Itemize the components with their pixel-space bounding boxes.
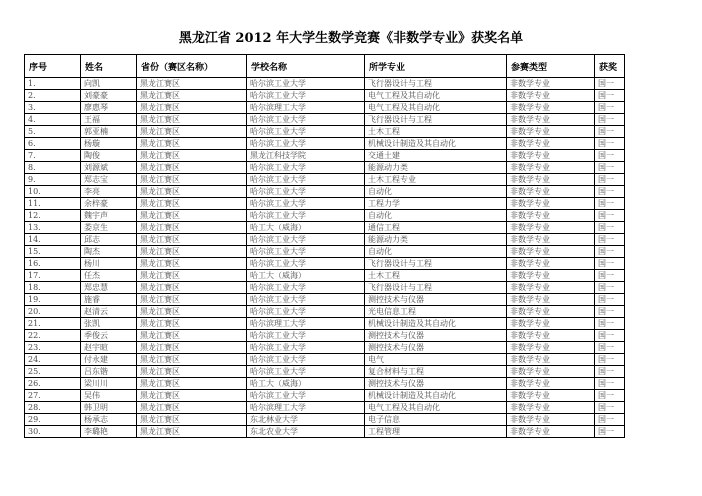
cell-region: 黑龙江赛区: [137, 222, 247, 234]
cell-type: 非数学专业: [507, 378, 595, 390]
cell-award: 国一: [595, 258, 625, 270]
cell-region: 黑龙江赛区: [137, 378, 247, 390]
table-row: [25, 282, 625, 294]
cell-region: 黑龙江赛区: [137, 210, 247, 222]
cell-school: 黑龙江科技学院: [247, 150, 365, 162]
cell-school: 哈尔滨工业大学: [247, 126, 365, 138]
cell-region: 黑龙江赛区: [137, 162, 247, 174]
cell-type: 非数学专业: [507, 342, 595, 354]
cell-type: 非数学专业: [507, 198, 595, 210]
cell-name: 杨承志: [81, 414, 137, 426]
cell-award: 国一: [595, 186, 625, 198]
cell-serial: 26.: [25, 378, 81, 390]
cell-type: 非数学专业: [507, 282, 595, 294]
cell-name: 魏宇声: [81, 210, 137, 222]
table-row: [25, 342, 625, 354]
cell-major: 土木工程: [365, 270, 507, 282]
table-row: [25, 246, 625, 258]
cell-award: 国一: [595, 210, 625, 222]
cell-type: 非数学专业: [507, 126, 595, 138]
cell-serial: 10.: [25, 186, 81, 198]
cell-region: 黑龙江赛区: [137, 306, 247, 318]
cell-type: 非数学专业: [507, 390, 595, 402]
cell-major: 测控技术与仪器: [365, 342, 507, 354]
cell-major: 自动化: [365, 210, 507, 222]
cell-major: 电子信息: [365, 414, 507, 426]
cell-award: 国一: [595, 402, 625, 414]
cell-name: 张凯: [81, 318, 137, 330]
table-row: [25, 126, 625, 138]
cell-major: 电气: [365, 354, 507, 366]
cell-school: 哈尔滨工业大学: [247, 330, 365, 342]
cell-major: 通信工程: [365, 222, 507, 234]
cell-serial: 25.: [25, 366, 81, 378]
cell-name: 陶俊: [81, 150, 137, 162]
cell-type: 非数学专业: [507, 294, 595, 306]
cell-school: 东北林业大学: [247, 414, 365, 426]
cell-serial: 6.: [25, 138, 81, 150]
cell-school: 哈尔滨工业大学: [247, 174, 365, 186]
cell-region: 黑龙江赛区: [137, 78, 247, 90]
table-header-row: [25, 55, 625, 78]
cell-school: 哈尔滨工业大学: [247, 210, 365, 222]
cell-award: 国一: [595, 282, 625, 294]
cell-serial: 16.: [25, 258, 81, 270]
cell-serial: 14.: [25, 234, 81, 246]
cell-award: 国一: [595, 126, 625, 138]
cell-award: 国一: [595, 150, 625, 162]
cell-type: 非数学专业: [507, 306, 595, 318]
cell-major: 飞行器设计与工程: [365, 78, 507, 90]
cell-name: 赵宇暄: [81, 342, 137, 354]
cell-name: 向凯: [81, 78, 137, 90]
header-school: 学校名称: [247, 55, 365, 78]
cell-school: 东北农业大学: [247, 426, 365, 438]
cell-major: 电气工程及其自动化: [365, 402, 507, 414]
cell-serial: 8.: [25, 162, 81, 174]
cell-major: 光电信息工程: [365, 306, 507, 318]
cell-name: 季俊云: [81, 330, 137, 342]
cell-name: 陶杰: [81, 246, 137, 258]
table-row: [25, 318, 625, 330]
cell-award: 国一: [595, 102, 625, 114]
cell-serial: 2.: [25, 90, 81, 102]
cell-award: 国一: [595, 174, 625, 186]
cell-school: 哈尔滨工业大学: [247, 186, 365, 198]
cell-school: 哈尔滨工业大学: [247, 234, 365, 246]
cell-school: 哈尔滨工业大学: [247, 294, 365, 306]
cell-name: 付永建: [81, 354, 137, 366]
table-row: [25, 186, 625, 198]
cell-type: 非数学专业: [507, 270, 595, 282]
cell-award: 国一: [595, 426, 625, 438]
cell-region: 黑龙江赛区: [137, 354, 247, 366]
table-row: [25, 234, 625, 246]
cell-type: 非数学专业: [507, 234, 595, 246]
cell-region: 黑龙江赛区: [137, 198, 247, 210]
cell-serial: 1.: [25, 78, 81, 90]
cell-serial: 22.: [25, 330, 81, 342]
table-row: [25, 150, 625, 162]
cell-region: 黑龙江赛区: [137, 282, 247, 294]
table-row: [25, 270, 625, 282]
cell-type: 非数学专业: [507, 426, 595, 438]
cell-major: 测控技术与仪器: [365, 330, 507, 342]
cell-region: 黑龙江赛区: [137, 390, 247, 402]
cell-award: 国一: [595, 222, 625, 234]
cell-school: 哈尔滨工业大学: [247, 90, 365, 102]
cell-school: 哈尔滨工业大学: [247, 138, 365, 150]
cell-serial: 7.: [25, 150, 81, 162]
cell-name: 刘豪豪: [81, 90, 137, 102]
cell-school: 哈尔滨理工大学: [247, 102, 365, 114]
cell-region: 黑龙江赛区: [137, 138, 247, 150]
cell-school: 哈工大（威海）: [247, 222, 365, 234]
table-row: [25, 138, 625, 150]
cell-school: 哈工大（威海）: [247, 270, 365, 282]
cell-major: 机械设计制造及其自动化: [365, 390, 507, 402]
cell-award: 国一: [595, 234, 625, 246]
header-name: 姓名: [81, 55, 137, 78]
cell-major: 工程管理: [365, 426, 507, 438]
cell-type: 非数学专业: [507, 246, 595, 258]
cell-school: 哈尔滨工业大学: [247, 246, 365, 258]
cell-major: 机械设计制造及其自动化: [365, 318, 507, 330]
table-row: [25, 378, 625, 390]
cell-major: 工程力学: [365, 198, 507, 210]
cell-name: 施睿: [81, 294, 137, 306]
cell-major: 交通土建: [365, 150, 507, 162]
cell-award: 国一: [595, 138, 625, 150]
table-row: [25, 258, 625, 270]
cell-region: 黑龙江赛区: [137, 90, 247, 102]
cell-region: 黑龙江赛区: [137, 234, 247, 246]
table-row: [25, 402, 625, 414]
cell-serial: 12.: [25, 210, 81, 222]
cell-major: 自动化: [365, 246, 507, 258]
cell-type: 非数学专业: [507, 318, 595, 330]
cell-type: 非数学专业: [507, 114, 595, 126]
cell-name: 杨璇: [81, 138, 137, 150]
cell-name: 郑志宝: [81, 174, 137, 186]
table-row: [25, 198, 625, 210]
cell-name: 李璐艳: [81, 426, 137, 438]
header-award: 获奖: [595, 55, 625, 78]
cell-serial: 23.: [25, 342, 81, 354]
cell-award: 国一: [595, 390, 625, 402]
table-row: [25, 354, 625, 366]
cell-type: 非数学专业: [507, 414, 595, 426]
table-row: [25, 390, 625, 402]
cell-award: 国一: [595, 246, 625, 258]
cell-name: 郑忠慧: [81, 282, 137, 294]
cell-type: 非数学专业: [507, 354, 595, 366]
cell-major: 土木工程专业: [365, 174, 507, 186]
cell-major: 电气工程及其自动化: [365, 102, 507, 114]
cell-award: 国一: [595, 306, 625, 318]
table-row: [25, 414, 625, 426]
header-major: 所学专业: [365, 55, 507, 78]
header-type: 参赛类型: [507, 55, 595, 78]
cell-award: 国一: [595, 162, 625, 174]
cell-region: 黑龙江赛区: [137, 294, 247, 306]
cell-serial: 24.: [25, 354, 81, 366]
cell-region: 黑龙江赛区: [137, 342, 247, 354]
cell-region: 黑龙江赛区: [137, 102, 247, 114]
cell-name: 杨川: [81, 258, 137, 270]
cell-award: 国一: [595, 114, 625, 126]
cell-major: 电气工程及其自动化: [365, 90, 507, 102]
cell-award: 国一: [595, 78, 625, 90]
cell-region: 黑龙江赛区: [137, 366, 247, 378]
table-row: [25, 306, 625, 318]
cell-award: 国一: [595, 270, 625, 282]
cell-serial: 29.: [25, 414, 81, 426]
cell-name: 任杰: [81, 270, 137, 282]
cell-type: 非数学专业: [507, 102, 595, 114]
cell-serial: 30.: [25, 426, 81, 438]
cell-type: 非数学专业: [507, 186, 595, 198]
cell-type: 非数学专业: [507, 138, 595, 150]
table-row: [25, 162, 625, 174]
cell-award: 国一: [595, 366, 625, 378]
cell-type: 非数学专业: [507, 162, 595, 174]
cell-type: 非数学专业: [507, 210, 595, 222]
header-serial: 序号: [25, 55, 81, 78]
cell-school: 哈尔滨工业大学: [247, 366, 365, 378]
cell-serial: 28.: [25, 402, 81, 414]
page-title: 黑龙江省 2012 年大学生数学竞赛《非数学专业》获奖名单: [178, 31, 524, 46]
cell-serial: 9.: [25, 174, 81, 186]
cell-name: 赵清云: [81, 306, 137, 318]
cell-name: 邱志: [81, 234, 137, 246]
cell-major: 飞行器设计与工程: [365, 258, 507, 270]
cell-type: 非数学专业: [507, 150, 595, 162]
cell-type: 非数学专业: [507, 90, 595, 102]
cell-serial: 20.: [25, 306, 81, 318]
cell-name: 李亮: [81, 186, 137, 198]
table-row: [25, 426, 625, 438]
cell-award: 国一: [595, 90, 625, 102]
cell-major: 飞行器设计与工程: [365, 282, 507, 294]
award-table: [24, 54, 625, 438]
table-row: [25, 90, 625, 102]
cell-serial: 18.: [25, 282, 81, 294]
cell-major: 能源动力类: [365, 162, 507, 174]
cell-region: 黑龙江赛区: [137, 114, 247, 126]
cell-major: 测控技术与仪器: [365, 378, 507, 390]
cell-type: 非数学专业: [507, 402, 595, 414]
cell-type: 非数学专业: [507, 258, 595, 270]
cell-name: 梁川川: [81, 378, 137, 390]
cell-major: 土木工程: [365, 126, 507, 138]
cell-major: 复合材料与工程: [365, 366, 507, 378]
cell-region: 黑龙江赛区: [137, 270, 247, 282]
header-region: 省份（赛区名称）: [137, 55, 247, 78]
cell-school: 哈尔滨工业大学: [247, 282, 365, 294]
cell-name: 娄京生: [81, 222, 137, 234]
cell-type: 非数学专业: [507, 174, 595, 186]
cell-school: 哈尔滨工业大学: [247, 306, 365, 318]
cell-region: 黑龙江赛区: [137, 426, 247, 438]
cell-award: 国一: [595, 318, 625, 330]
cell-school: 哈尔滨工业大学: [247, 114, 365, 126]
cell-serial: 3.: [25, 102, 81, 114]
cell-award: 国一: [595, 198, 625, 210]
cell-name: 韩卫明: [81, 402, 137, 414]
table-row: [25, 366, 625, 378]
table-row: [25, 210, 625, 222]
cell-serial: 19.: [25, 294, 81, 306]
cell-award: 国一: [595, 414, 625, 426]
cell-region: 黑龙江赛区: [137, 174, 247, 186]
cell-serial: 21.: [25, 318, 81, 330]
cell-school: 哈尔滨理工大学: [247, 402, 365, 414]
cell-name: 郭亚楠: [81, 126, 137, 138]
cell-major: 自动化: [365, 186, 507, 198]
cell-region: 黑龙江赛区: [137, 126, 247, 138]
cell-region: 黑龙江赛区: [137, 414, 247, 426]
cell-school: 哈尔滨工业大学: [247, 198, 365, 210]
cell-award: 国一: [595, 330, 625, 342]
cell-school: 哈尔滨工业大学: [247, 78, 365, 90]
table-row: [25, 78, 625, 90]
cell-type: 非数学专业: [507, 222, 595, 234]
cell-serial: 11.: [25, 198, 81, 210]
cell-serial: 13.: [25, 222, 81, 234]
table-row: [25, 294, 625, 306]
cell-name: 余梓豪: [81, 198, 137, 210]
cell-award: 国一: [595, 378, 625, 390]
cell-major: 测控技术与仪器: [365, 294, 507, 306]
table-row: [25, 330, 625, 342]
cell-region: 黑龙江赛区: [137, 186, 247, 198]
cell-name: 廖惠琴: [81, 102, 137, 114]
cell-school: 哈尔滨工业大学: [247, 258, 365, 270]
cell-region: 黑龙江赛区: [137, 402, 247, 414]
cell-serial: 15.: [25, 246, 81, 258]
cell-major: 机械设计制造及其自动化: [365, 138, 507, 150]
cell-serial: 4.: [25, 114, 81, 126]
cell-school: 哈尔滨工业大学: [247, 390, 365, 402]
table-row: [25, 114, 625, 126]
cell-award: 国一: [595, 354, 625, 366]
table-row: [25, 174, 625, 186]
cell-school: 哈尔滨工业大学: [247, 342, 365, 354]
cell-name: 吕东锴: [81, 366, 137, 378]
cell-name: 吴伟: [81, 390, 137, 402]
cell-award: 国一: [595, 294, 625, 306]
cell-region: 黑龙江赛区: [137, 246, 247, 258]
cell-serial: 17.: [25, 270, 81, 282]
cell-school: 哈尔滨工业大学: [247, 354, 365, 366]
cell-school: 哈尔滨工业大学: [247, 162, 365, 174]
cell-name: 刘源斌: [81, 162, 137, 174]
table-row: [25, 102, 625, 114]
cell-serial: 5.: [25, 126, 81, 138]
cell-name: 王福: [81, 114, 137, 126]
cell-region: 黑龙江赛区: [137, 150, 247, 162]
cell-type: 非数学专业: [507, 330, 595, 342]
cell-type: 非数学专业: [507, 78, 595, 90]
cell-award: 国一: [595, 342, 625, 354]
cell-type: 非数学专业: [507, 366, 595, 378]
cell-school: 哈工大（威海）: [247, 378, 365, 390]
cell-school: 哈尔滨理工大学: [247, 318, 365, 330]
cell-region: 黑龙江赛区: [137, 330, 247, 342]
cell-serial: 27.: [25, 390, 81, 402]
cell-region: 黑龙江赛区: [137, 318, 247, 330]
table-body: [25, 78, 625, 438]
table-row: [25, 222, 625, 234]
cell-major: 飞行器设计与工程: [365, 114, 507, 126]
cell-region: 黑龙江赛区: [137, 258, 247, 270]
cell-major: 能源动力类: [365, 234, 507, 246]
